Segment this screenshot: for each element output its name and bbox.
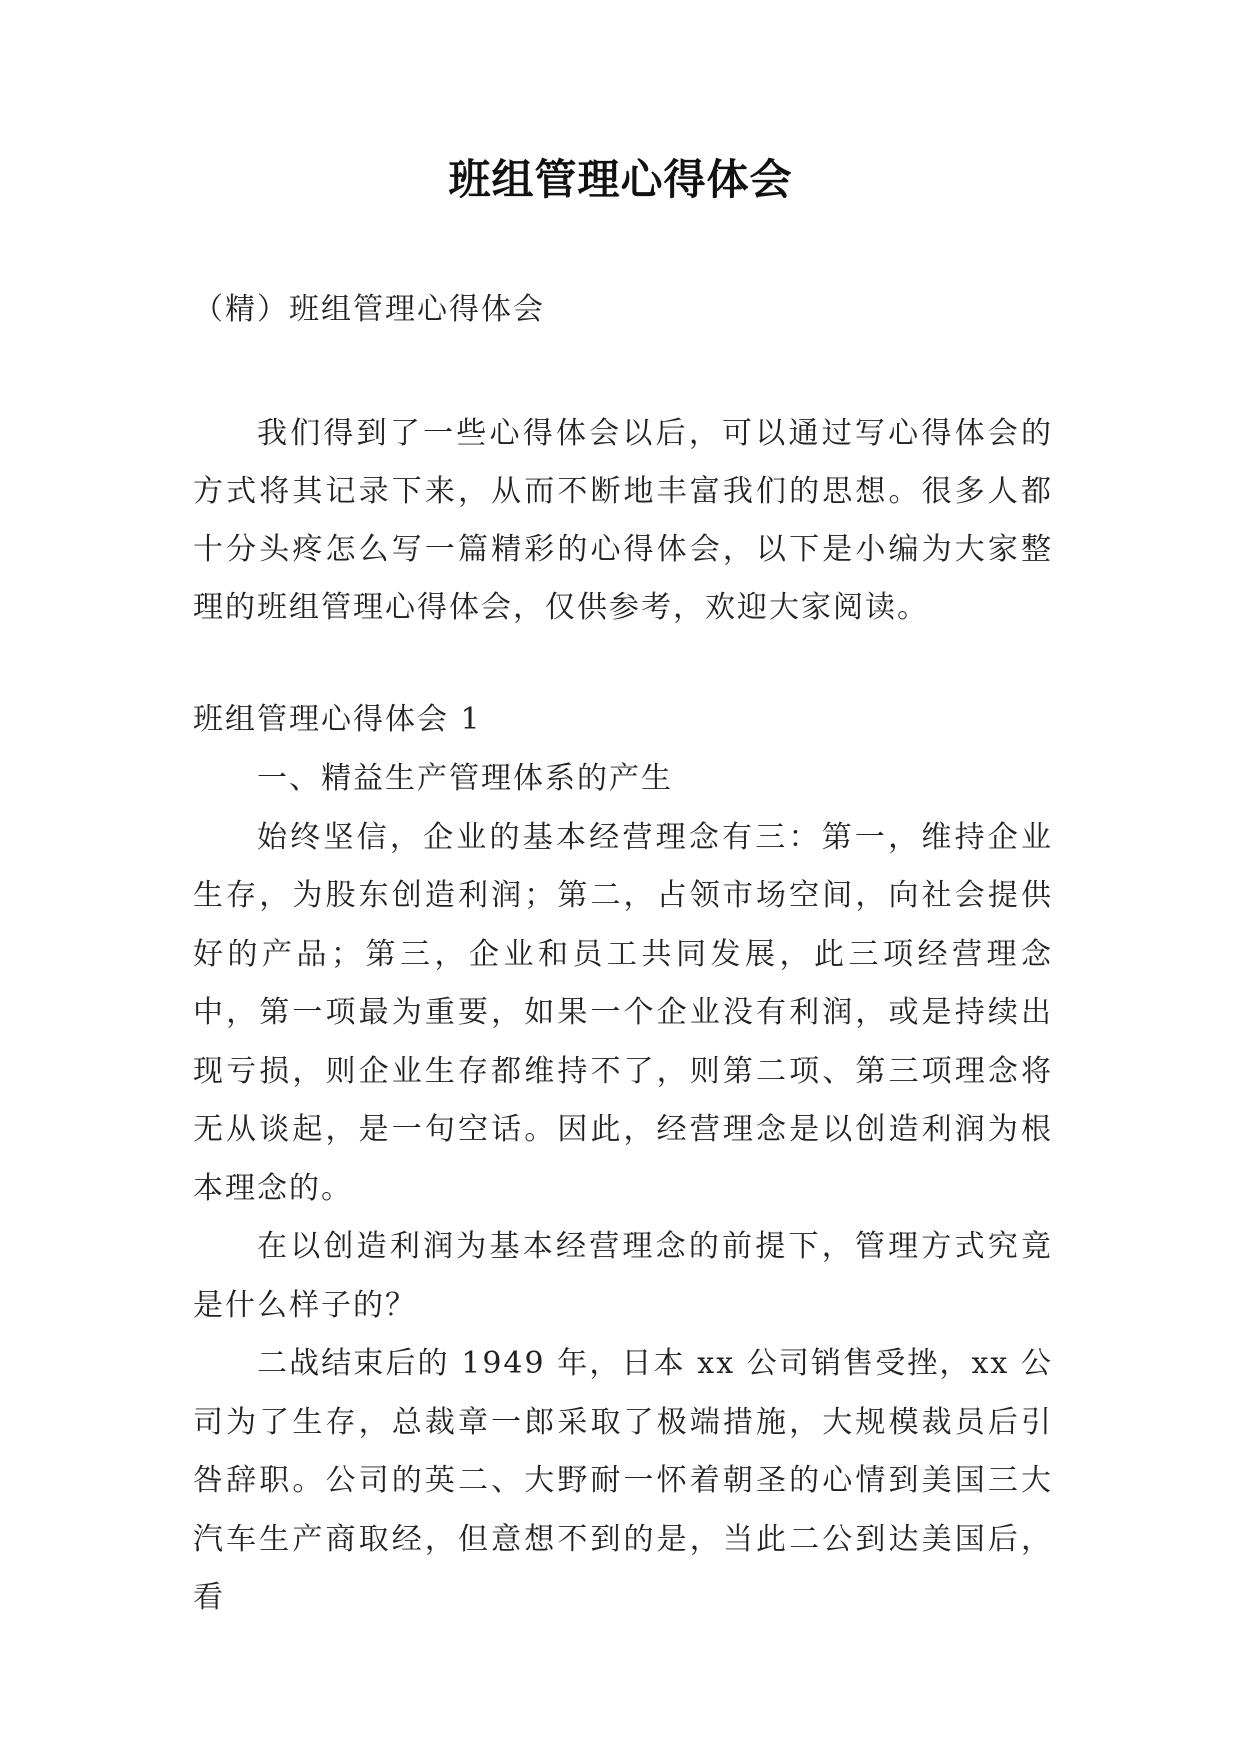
section-heading: 班组管理心得体会 1: [193, 702, 482, 737]
body-paragraph: 二战结束后的 1949 年，日本 xx 公司销售受挫，xx 公司为了生存，总裁章一郎采取了极端措施，大规模裁员后引咎辞职。公司的英二、大野耐一怀着朝圣的心情到美国三大汽车生产商取经，但意想不到的是，当此二公到达美国后，看: [193, 1346, 1053, 1615]
section-body: [193, 750, 1053, 1628]
document-subtitle: （精）班组管理心得体会: [193, 292, 545, 327]
body-paragraph: 在以创造利润为基本经营理念的前提下，管理方式究竟是什么样子的？: [193, 1229, 1053, 1323]
intro-paragraph: 我们得到了一些心得体会以后，可以通过写心得体会的方式将其记录下来，从而不断地丰富我们的思想。很多人都十分头疼怎么写一篇精彩的心得体会，以下是小编为大家整理的班组管理心得体会，仅供参考，欢迎大家阅读。: [193, 416, 1053, 625]
subheading-paragraph: 一、精益生产管理体系的产生: [257, 761, 673, 796]
document-title: 班组管理心得体会: [448, 155, 793, 204]
body-paragraph: 始终坚信，企业的基本经营理念有三：第一，维持企业生存，为股东创造利润；第二，占领市场空间，向社会提供好的产品；第三，企业和员工共同发展，此三项经营理念中，第一项最为重要，如果一个企业没有利润，或是持续出现亏损，则企业生存都维持不了，则第二项、第三项理念将无从谈起，是一句空话。因此，经营理念是以创造利润为根本理念的。: [193, 819, 1053, 1206]
